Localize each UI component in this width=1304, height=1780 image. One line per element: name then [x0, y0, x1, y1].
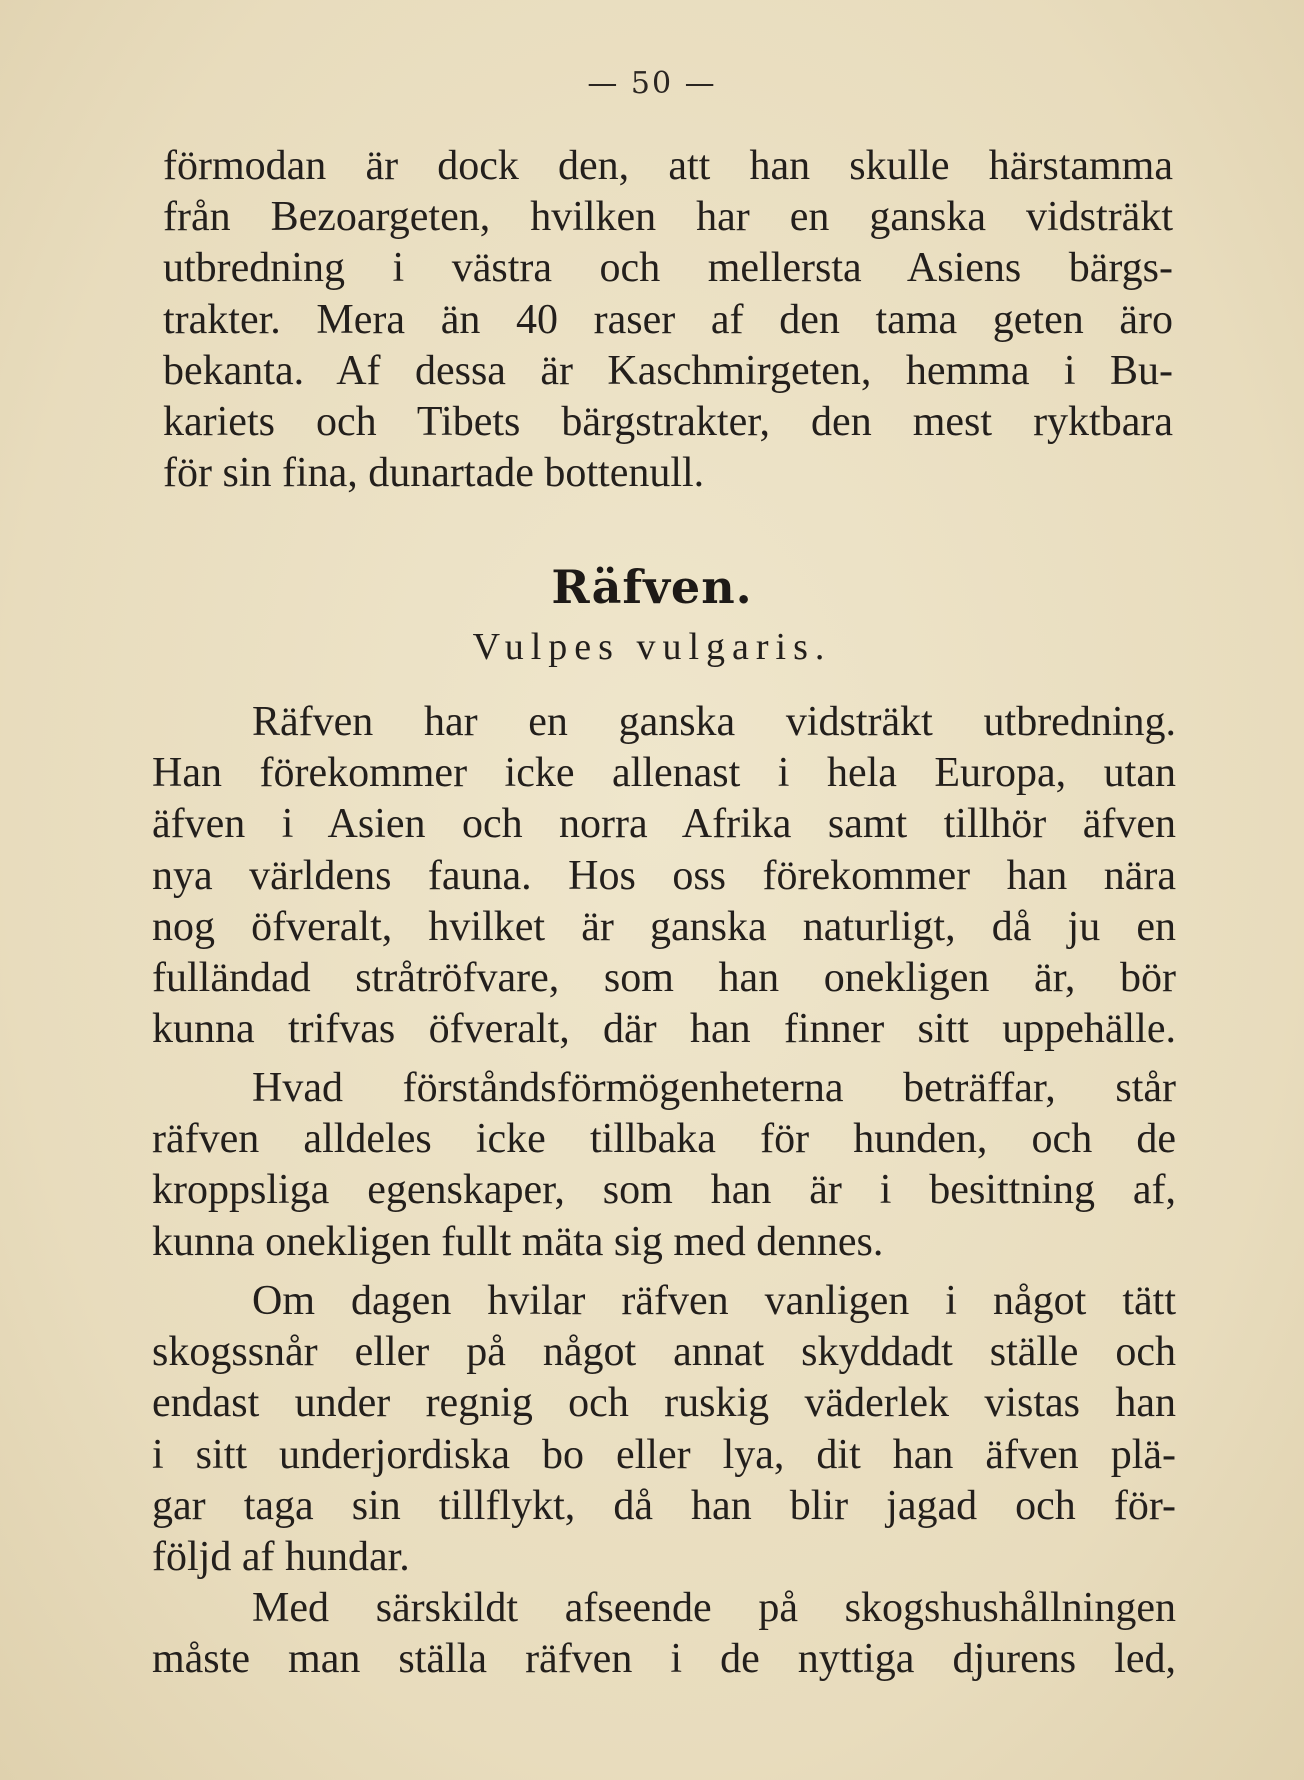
text-line: Hvad förståndsförmögenheterna beträffar, står [252, 1065, 1176, 1111]
latin-name: Vulpes vulgaris. [472, 626, 832, 668]
page-number: — 50 — [587, 66, 717, 101]
paragraph-1 [152, 697, 1176, 1055]
text-line: kroppsliga egenskaper, som han är i besittning af, [152, 1167, 1176, 1214]
text-line: nog öfveralt, hvilket är ganska naturligt, då ju en [152, 903, 1176, 950]
text-line: skogssnår eller på något annat skyddadt ställe och [152, 1329, 1176, 1376]
text-line: bekanta. Af dessa är Kaschmirgeten, hemma i Bu- [163, 347, 1173, 394]
text-line: förmodan är dock den, att han skulle härstamma [163, 143, 1173, 189]
text-line: Med särskildt afseende på skogshushållningen [252, 1585, 1176, 1631]
text-line: Räfven har en ganska vidsträkt utbredning. [252, 699, 1176, 745]
paragraph-4 [152, 1583, 1176, 1685]
text-line: kunna trifvas öfveralt, där han finner sitt uppehälle. [152, 1006, 1176, 1053]
text-line: gar taga sin tillflykt, då han blir jagad och för- [152, 1482, 1176, 1529]
paragraph-2 [152, 1063, 1176, 1268]
intro-paragraph [163, 141, 1173, 499]
text-line: måste man ställa räfven i de nyttiga djurens led, [152, 1636, 1176, 1683]
text-line: nya världens fauna. Hos oss förekommer han nära [152, 852, 1176, 899]
text-line: äfven i Asien och norra Afrika samt tillhör äfven [152, 801, 1176, 848]
text-line: följd af hundar. [152, 1534, 410, 1581]
text-line: trakter. Mera än 40 raser af den tama geten äro [163, 296, 1173, 343]
text-line: Han förekommer icke allenast i hela Europa, utan [152, 750, 1176, 797]
text-line: kunna onekligen fullt mäta sig med dennes. [152, 1218, 884, 1265]
paragraph-3 [152, 1276, 1176, 1583]
text-line: utbredning i västra och mellersta Asiens bärgs- [163, 245, 1173, 292]
text-line: kariets och Tibets bärgstrakter, den mest ryktbara [163, 399, 1173, 446]
text-line: i sitt underjordiska bo eller lya, dit han äfven plä- [152, 1431, 1176, 1478]
text-line: för sin fina, dunartade bottenull. [163, 450, 705, 497]
text-line: räfven alldeles icke tillbaka för hunden, och de [152, 1116, 1176, 1163]
section-heading: Räfven. [551, 560, 753, 614]
text-line: fulländad stråtröfvare, som han onekligen är, bör [152, 955, 1176, 1002]
text-line: från Bezoargeten, hvilken har en ganska vidsträkt [163, 194, 1173, 241]
text-line: Om dagen hvilar räfven vanligen i något tätt [252, 1278, 1176, 1324]
text-line: endast under regnig och ruskig väderlek vistas han [152, 1380, 1176, 1427]
